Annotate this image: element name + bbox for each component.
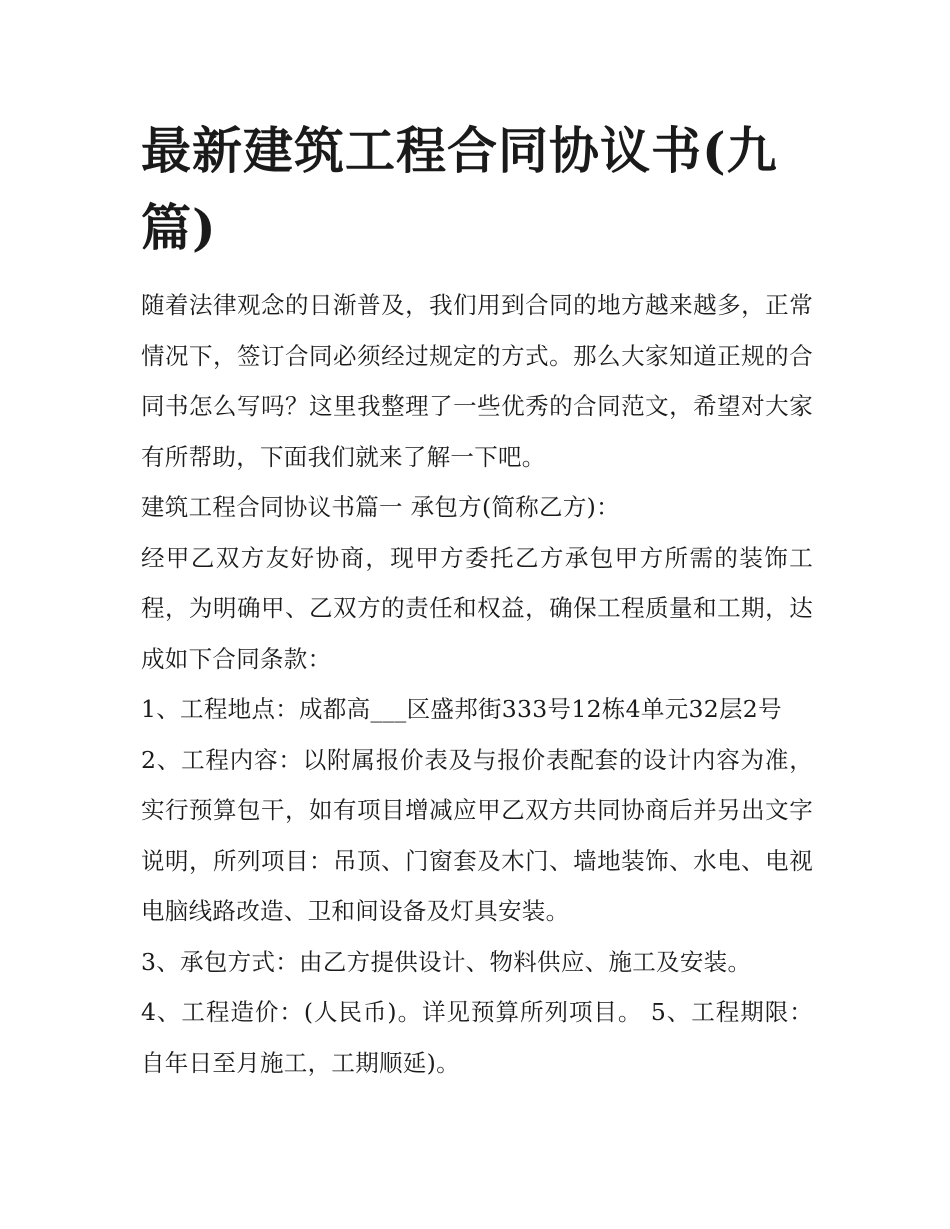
document-page [141,112,813,1088]
section-heading-contract-one: 建筑工程合同协议书篇一 承包方(简称乙方)： [141,493,620,521]
clause-3-method: 3、承包方式：由乙方提供设计、物料供应、施工及安装。 [141,947,752,976]
document-title: 最新建筑工程合同协议书(九篇) [141,121,778,257]
intro-paragraph: 随着法律观念的日渐普及，我们用到合同的地方越来越多，正常情况下，签订合同必须经过规定的方式。那么大家知道正规的合同书怎么写吗？这里我整理了一些优秀的合同范文，希望对大家有所帮助，下面我们就来了解一下吧。 [141,291,813,471]
clause-4-5-price-period: 4、工程造价：(人民币)。详见预算所列项目。 5、工程期限：自年日至月施工，工期顺延)。 [141,998,813,1077]
clause-2-content: 2、工程内容：以附属报价表及与报价表配套的设计内容为准，实行预算包干，如有项目增减应甲乙双方共同协商后并另出文字说明，所列项目：吊顶、门窗套及木门、墙地装饰、水电、电视电脑线路改造、卫和间设备及灯具安装。 [141,745,813,925]
agreement-paragraph: 经甲乙双方友好协商，现甲方委托乙方承包甲方所需的装饰工程，为明确甲、乙双方的责任和权益，确保工程质量和工期，达成如下合同条款： [141,543,813,673]
clause-1-location: 1、工程地点：成都高___区盛邦街333号12栋4单元32层2号 [141,695,782,723]
